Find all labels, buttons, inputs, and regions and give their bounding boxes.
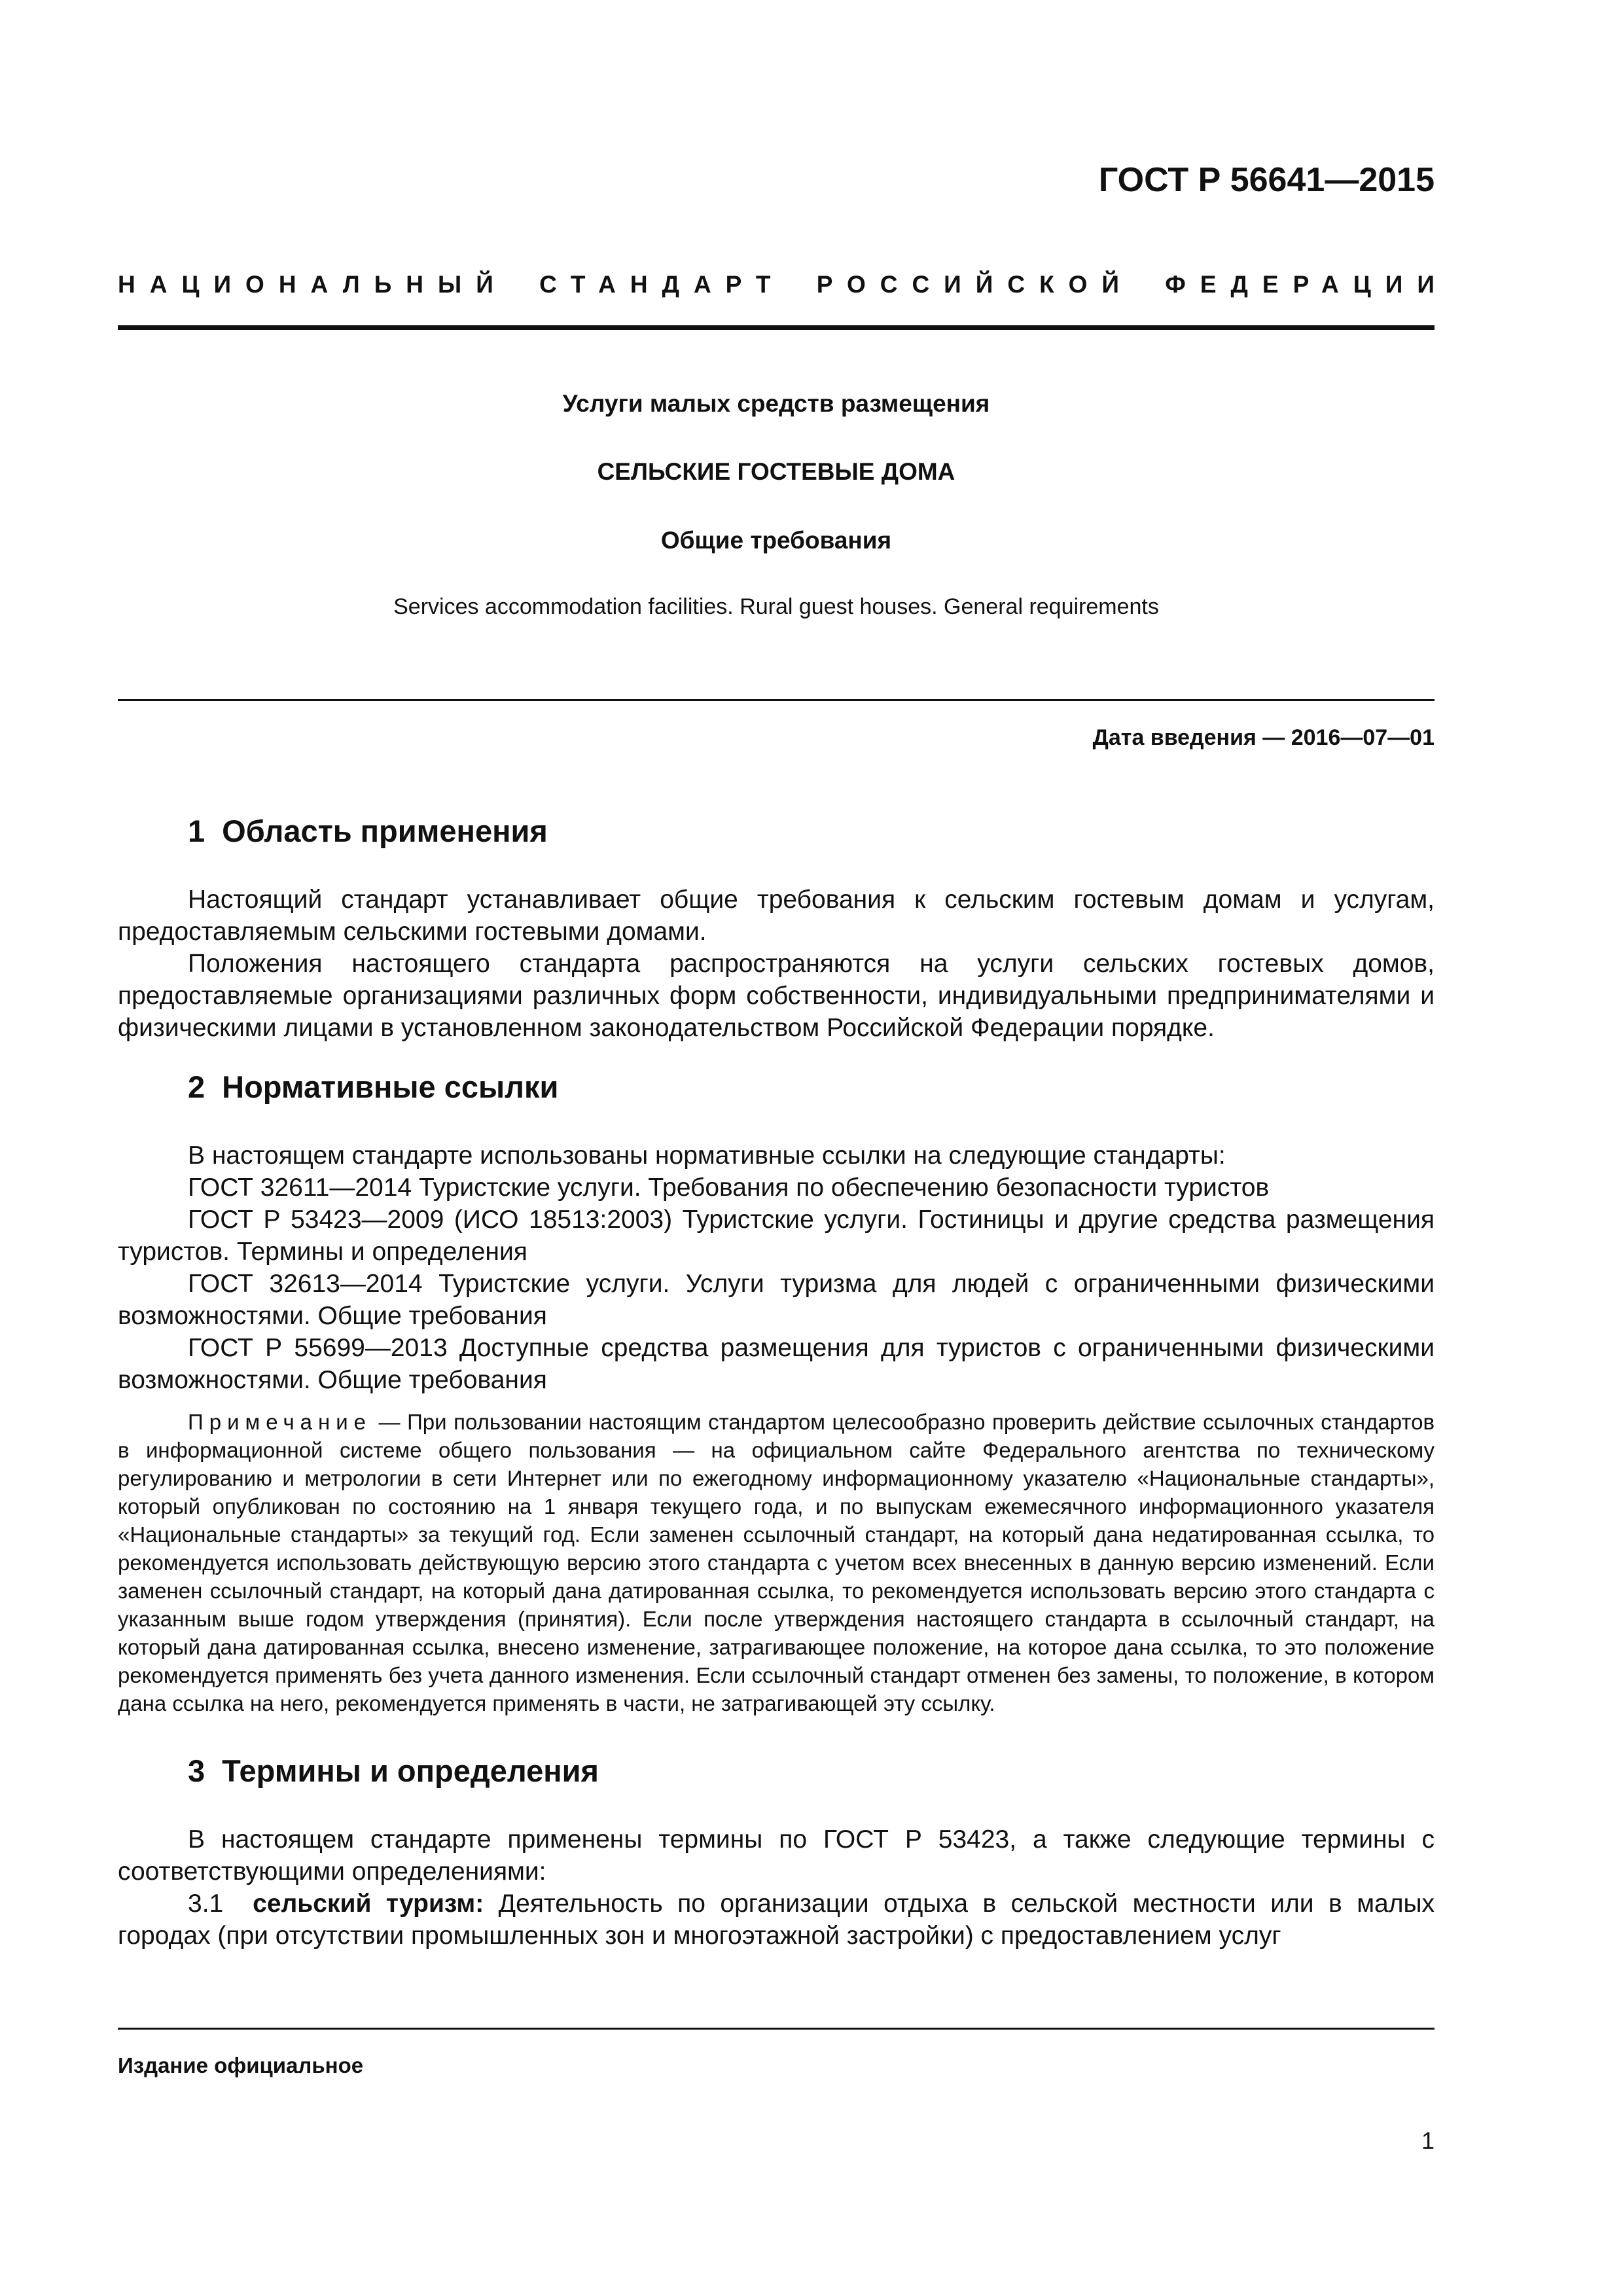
- reference-item: ГОСТ Р 55699—2013 Доступные средства размещения для туристов с ограниченными физическими возможностями. Общие требования: [118, 1334, 1435, 1394]
- term-name: сельский туризм:: [253, 1890, 484, 1918]
- banner-word: ФЕДЕРАЦИИ: [1165, 271, 1449, 298]
- document-body: [118, 812, 1435, 1975]
- section-3: [118, 1751, 1435, 1952]
- paragraph: Положения настоящего стандарта распространяются на услуги сельских гостевых домов, предоставляемые организациями различных форм собственности, индивидуальными предпринимателями и физическими лицами в установленном законодательством Российской Федерации порядке.: [118, 950, 1435, 1042]
- section-heading: [118, 812, 1435, 851]
- page-number: 1: [1421, 2127, 1435, 2154]
- banner-word: СТАНДАРТ: [539, 271, 785, 298]
- national-standard-banner: [118, 265, 1449, 304]
- reference-item: ГОСТ 32613—2014 Туристские услуги. Услуги туризма для людей с ограниченными физическими возможностями. Общие требования: [118, 1270, 1435, 1330]
- paragraph: В настоящем стандарте использованы нормативные ссылки на следующие стандарты:: [188, 1141, 1226, 1170]
- note-text: — При пользовании настоящим стандартом целесообразно проверить действие ссылочных стандартов в информационной системе общего пользования — на официальном сайте Федерального агентства по техническому регулированию и метрологии в сети Интернет или по ежегодному информационному указателю «Национальные стандарты», который опубликован по состоянию на 1 января текущего года, и по выпускам ежемесячного информационного указателя «Национальные стандарты» за текущий год. Если заменен ссылочный стандарт, на который дана недатированная ссылка, то рекомендуется использовать действующую версию этого стандарта с учетом всех внесенных в данную версию изменений. Если заменен ссылочный стандарт, на который дана датированная ссылка, то рекомендуется использовать версию этого стандарта с указанным выше годом утверждения (принятия). Если после утверждения настоящего стандарта в ссылочный стандарт, на который дана датированная ссылка, внесено изменение, затрагивающее положение, на которое дана ссылка, то это положение рекомендуется применять без учета данного изменения. Если ссылочный стандарт отменен без замены, то положение, в котором дана ссылка на него, рекомендуется применять в части, не затрагивающей эту ссылку.: [118, 1410, 1435, 1715]
- header-divider: [118, 325, 1435, 330]
- banner-word: РОССИЙСКОЙ: [816, 271, 1134, 298]
- title-line-2: СЕЛЬСКИЕ ГОСТЕВЫЕ ДОМА: [597, 458, 955, 485]
- introduction-date: Дата введения — 2016—07—01: [1092, 725, 1435, 750]
- title-line-1: Услуги малых средств размещения: [562, 390, 990, 417]
- term-text: Деятельность по организации отдыха в сельской местности или в малых городах (при отсутствии промышленных зон и многоэтажной застройки) с предоставлением услуг: [118, 1890, 1435, 1950]
- term-number: 3.1: [188, 1890, 224, 1918]
- section-title: Область применения: [222, 814, 548, 848]
- section-number: 2: [188, 1069, 205, 1104]
- section-heading: [118, 1751, 1435, 1791]
- banner-word: НАЦИОНАЛЬНЫЙ: [118, 271, 508, 298]
- paragraph: В настоящем стандарте применены термины по ГОСТ Р 53423, а также следующие термины с соответствующими определениями:: [118, 1825, 1435, 1886]
- note-label: Примечание: [188, 1410, 372, 1434]
- section-title: Термины и определения: [222, 1753, 599, 1788]
- footer-divider: [118, 2028, 1435, 2030]
- reference-item: ГОСТ Р 53423—2009 (ИСО 18513:2003) Туристские услуги. Гостиницы и другие средства размещения туристов. Термины и определения: [118, 1206, 1435, 1266]
- note: [118, 1408, 1435, 1717]
- section-2: [118, 1067, 1435, 1717]
- term-definition: [118, 1888, 1435, 1952]
- section-1: [118, 812, 1435, 1044]
- reference-item: ГОСТ 32611—2014 Туристские услуги. Требования по обеспечению безопасности туристов: [188, 1174, 1270, 1202]
- section-heading: [118, 1067, 1435, 1107]
- title-line-3: Общие требования: [660, 527, 892, 554]
- title-divider: [118, 699, 1435, 701]
- section-title: Нормативные ссылки: [222, 1069, 559, 1104]
- title-english: Services accommodation facilities. Rural guest houses. General requirements: [393, 594, 1159, 619]
- paragraph: Настоящий стандарт устанавливает общие требования к сельским гостевым домам и услугам, предоставляемым сельскими гостевыми домами.: [118, 886, 1435, 946]
- section-number: 3: [188, 1753, 205, 1788]
- edition-label: Издание официальное: [118, 2053, 364, 2077]
- document-code: ГОСТ Р 56641—2015: [1098, 161, 1435, 199]
- section-number: 1: [188, 814, 205, 848]
